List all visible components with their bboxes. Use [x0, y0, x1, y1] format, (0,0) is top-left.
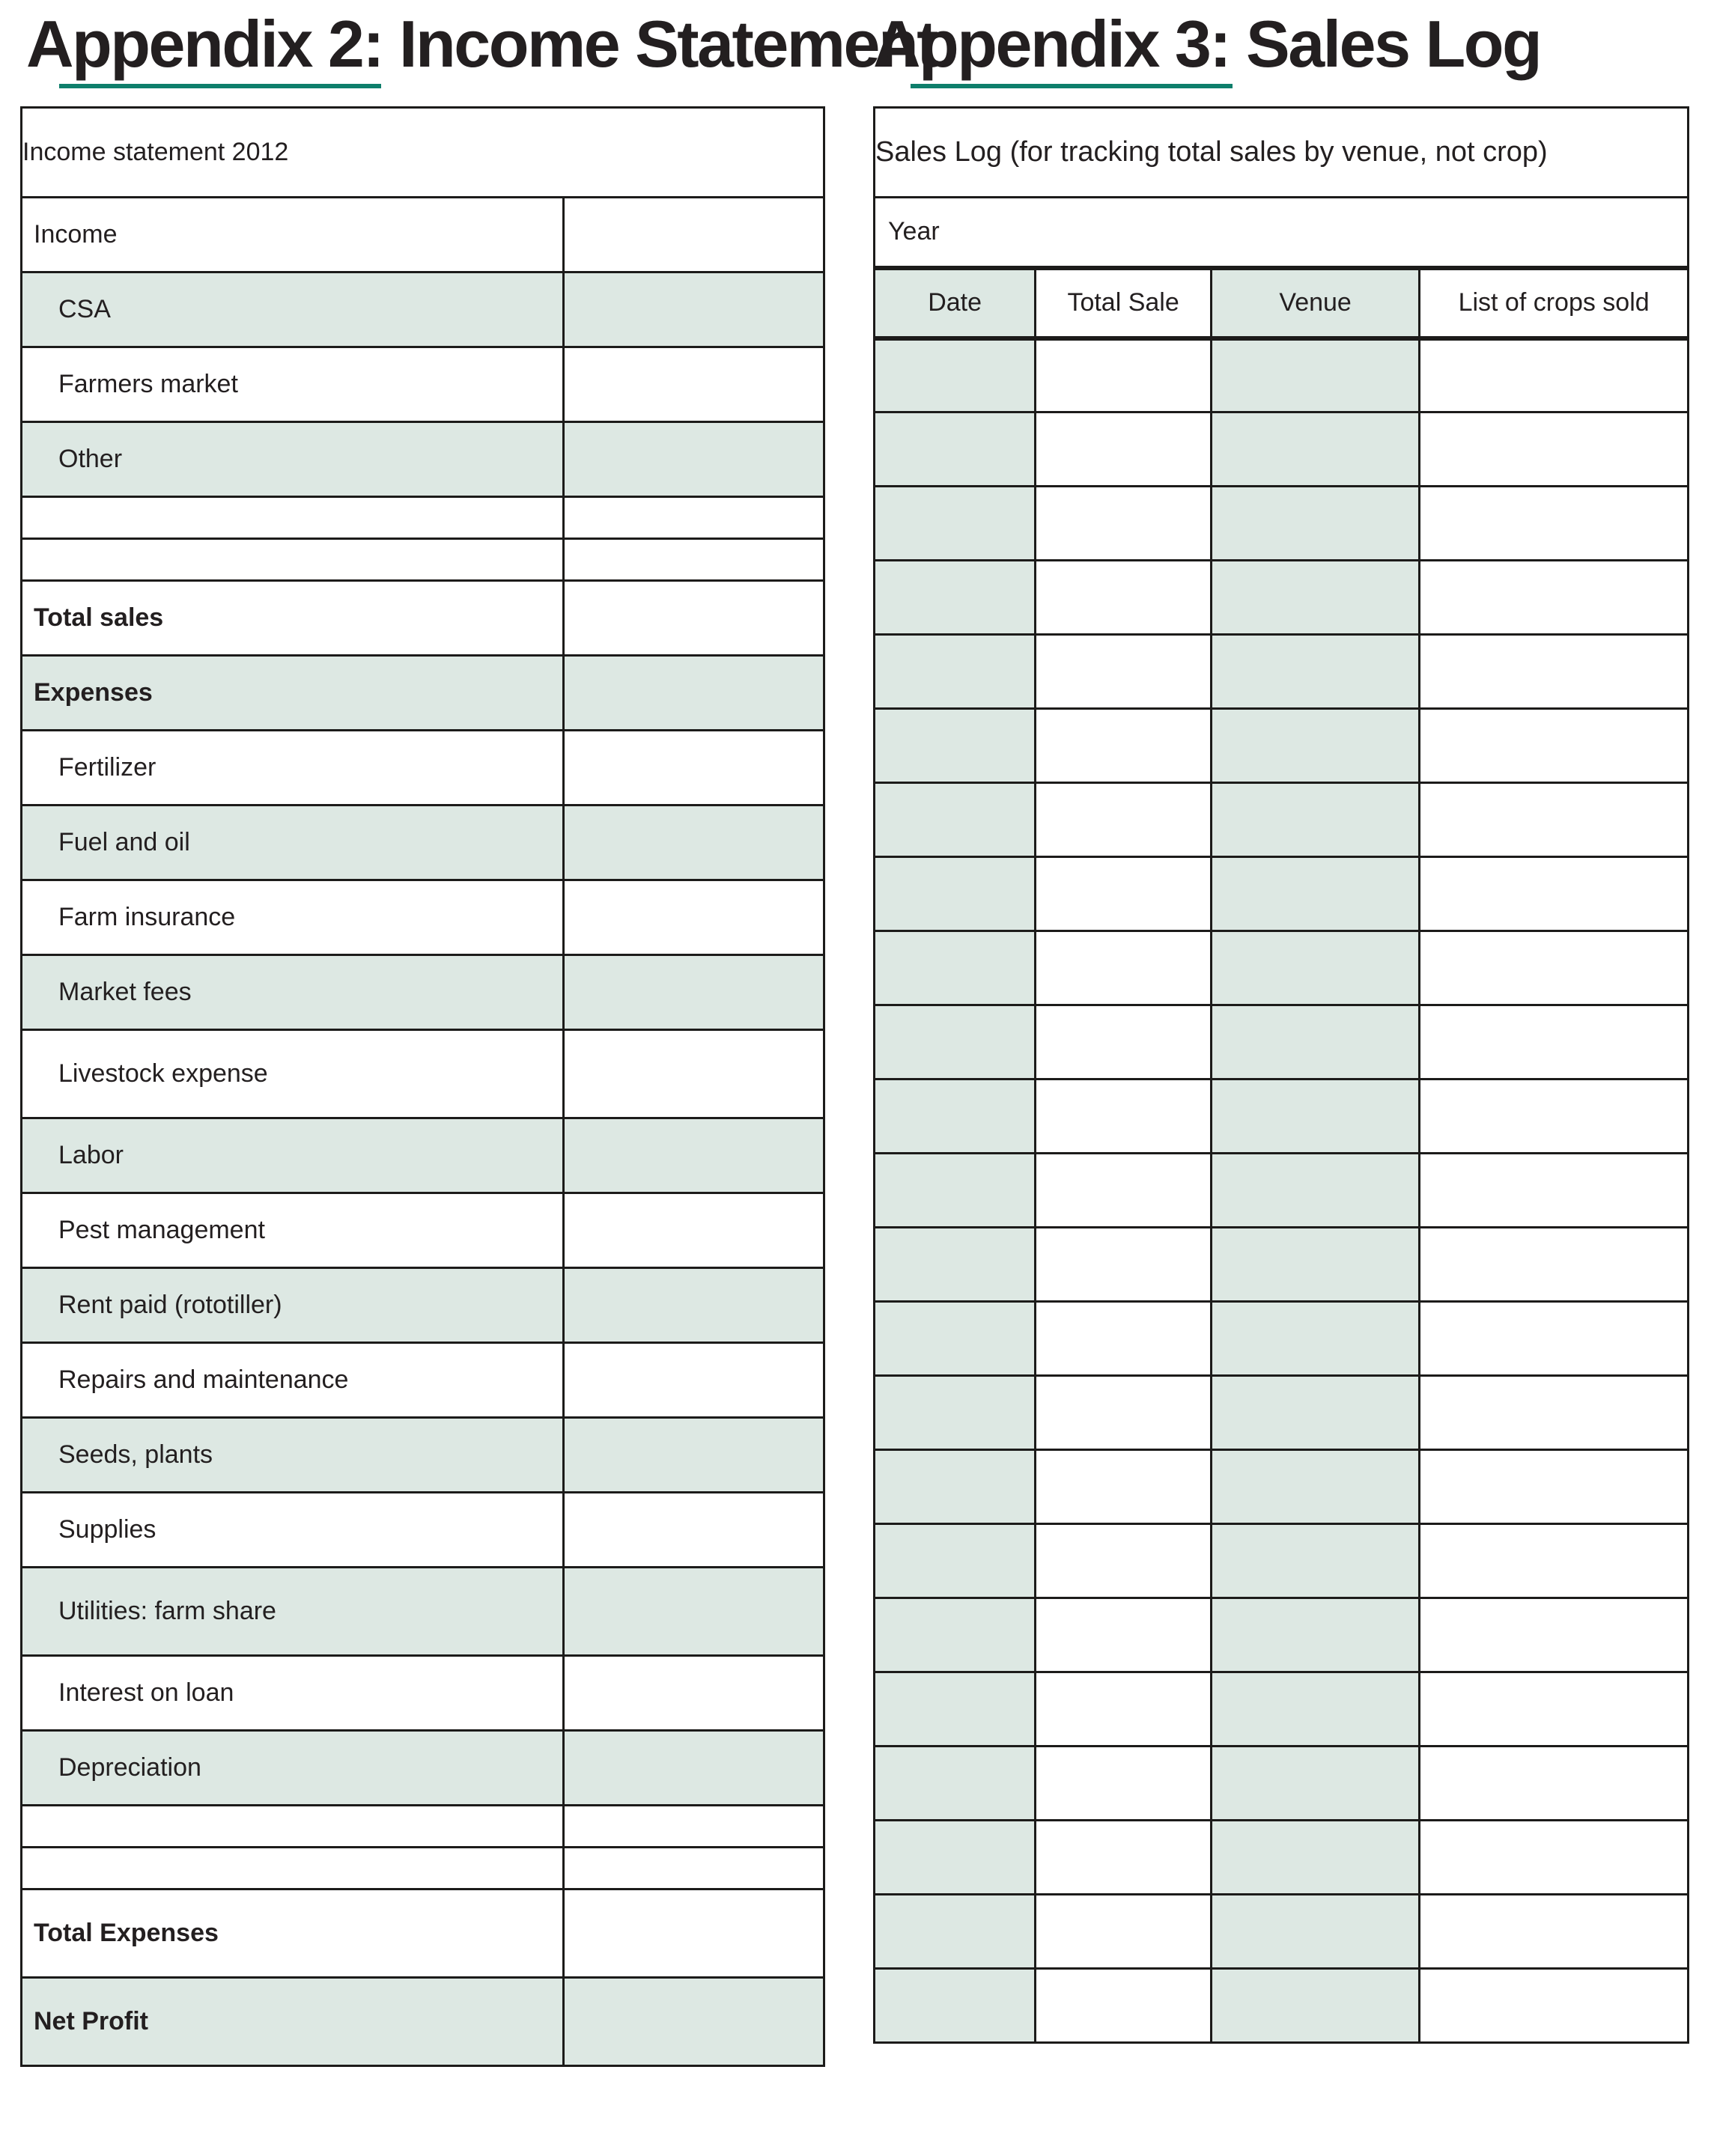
entry-cell	[1212, 857, 1420, 931]
income-row	[22, 955, 824, 1030]
entry-cell	[1212, 1450, 1420, 1524]
row-label: Total sales	[22, 581, 564, 656]
column-header-list-of-crops-sold: List of crops sold	[1420, 268, 1689, 338]
value-cell	[563, 1848, 824, 1889]
entry-cell	[875, 1005, 1036, 1079]
table-header-row	[22, 108, 824, 198]
entry-cell	[875, 1154, 1036, 1228]
income-row	[22, 272, 824, 347]
value-cell	[563, 880, 824, 955]
income-row	[22, 1656, 824, 1731]
row-label: Labor	[22, 1118, 564, 1193]
entry-cell	[1420, 931, 1689, 1005]
sales-log-row	[875, 1154, 1689, 1228]
income-row	[22, 1268, 824, 1343]
entry-cell	[875, 1228, 1036, 1302]
row-label: Net Profit	[22, 1978, 564, 2066]
empty-row	[22, 539, 824, 581]
income-row	[22, 1030, 824, 1118]
income-row	[22, 656, 824, 731]
entry-cell	[875, 635, 1036, 709]
entry-cell	[1420, 1524, 1689, 1598]
row-label: Utilities: farm share	[22, 1568, 564, 1656]
sales-log-row	[875, 338, 1689, 412]
column-header-total-sale: Total Sale	[1036, 268, 1212, 338]
entry-cell	[1420, 1005, 1689, 1079]
entry-cell	[1036, 1672, 1212, 1747]
income-row	[22, 198, 824, 272]
entry-cell	[1212, 1969, 1420, 2043]
appendix-3-title: Appendix 3: Sales Log	[873, 7, 1541, 81]
entry-cell	[1036, 1969, 1212, 2043]
value-cell	[563, 539, 824, 581]
value-cell	[563, 1568, 824, 1656]
entry-cell	[1212, 1598, 1420, 1672]
entry-cell	[875, 1747, 1036, 1821]
entry-cell	[1420, 1969, 1689, 2043]
value-cell	[563, 198, 824, 272]
empty-row	[22, 1806, 824, 1848]
row-label: Market fees	[22, 955, 564, 1030]
entry-cell	[1036, 1376, 1212, 1450]
entry-cell	[875, 1524, 1036, 1598]
year-label-cell: Year	[875, 198, 1689, 268]
value-cell	[563, 1030, 824, 1118]
entry-cell	[875, 561, 1036, 635]
income-row	[22, 347, 824, 422]
value-cell	[563, 1493, 824, 1568]
entry-cell	[875, 931, 1036, 1005]
sales-log-row	[875, 561, 1689, 635]
income-statement-table-title: Income statement 2012	[22, 108, 824, 198]
column-header-venue: Venue	[1212, 268, 1420, 338]
entry-cell	[1212, 487, 1420, 561]
income-row	[22, 1418, 824, 1493]
income-row	[22, 880, 824, 955]
income-row	[22, 1493, 824, 1568]
entry-cell	[1036, 1895, 1212, 1969]
entry-cell	[875, 1450, 1036, 1524]
sales-log-row	[875, 1969, 1689, 2043]
empty-row	[22, 1848, 824, 1889]
entry-cell	[875, 857, 1036, 931]
row-label: Pest management	[22, 1193, 564, 1268]
sales-log-row	[875, 412, 1689, 487]
value-cell	[563, 1343, 824, 1418]
value-cell	[563, 806, 824, 880]
entry-cell	[1420, 338, 1689, 412]
entry-cell	[1212, 561, 1420, 635]
sales-log-row	[875, 1895, 1689, 1969]
income-row	[22, 731, 824, 806]
entry-cell	[1420, 1895, 1689, 1969]
sales-log-table-title: Sales Log (for tracking total sales by venue, not crop)	[875, 108, 1689, 198]
value-cell	[563, 497, 824, 539]
value-cell	[563, 347, 824, 422]
income-row	[22, 1343, 824, 1418]
sales-log-row	[875, 857, 1689, 931]
value-cell	[563, 1806, 824, 1848]
entry-cell	[875, 1302, 1036, 1376]
sales-log-row	[875, 635, 1689, 709]
entry-cell	[875, 1376, 1036, 1450]
entry-cell	[1420, 1376, 1689, 1450]
entry-cell	[875, 1895, 1036, 1969]
entry-cell	[1036, 931, 1212, 1005]
sales-log-row	[875, 1376, 1689, 1450]
row-label: CSA	[22, 272, 564, 347]
row-label: Seeds, plants	[22, 1418, 564, 1493]
entry-cell	[1212, 1005, 1420, 1079]
empty-cell	[22, 497, 564, 539]
entry-cell	[1212, 1672, 1420, 1747]
entry-cell	[1420, 412, 1689, 487]
entry-cell	[1212, 412, 1420, 487]
entry-cell	[1036, 709, 1212, 783]
entry-cell	[1420, 783, 1689, 857]
column-header-date: Date	[875, 268, 1036, 338]
entry-cell	[1036, 1302, 1212, 1376]
entry-cell	[875, 1598, 1036, 1672]
income-row	[22, 1568, 824, 1656]
entry-cell	[1420, 561, 1689, 635]
income-row	[22, 422, 824, 497]
income-row	[22, 1193, 824, 1268]
income-row	[22, 1118, 824, 1193]
value-cell	[563, 1418, 824, 1493]
value-cell	[563, 1978, 824, 2066]
entry-cell	[1212, 1747, 1420, 1821]
row-label: Total Expenses	[22, 1889, 564, 1978]
value-cell	[563, 731, 824, 806]
entry-cell	[875, 412, 1036, 487]
table-header-row	[875, 108, 1689, 198]
income-row	[22, 1978, 824, 2066]
entry-cell	[1036, 783, 1212, 857]
sales-log-row	[875, 1524, 1689, 1598]
entry-cell	[1212, 783, 1420, 857]
entry-cell	[1420, 1079, 1689, 1154]
empty-cell	[22, 539, 564, 581]
entry-cell	[875, 1079, 1036, 1154]
entry-cell	[1212, 1228, 1420, 1302]
entry-cell	[1036, 1005, 1212, 1079]
entry-cell	[1036, 1747, 1212, 1821]
entry-cell	[1420, 1228, 1689, 1302]
sales-log-row	[875, 1450, 1689, 1524]
row-label: Interest on loan	[22, 1656, 564, 1731]
empty-cell	[22, 1806, 564, 1848]
entry-cell	[875, 783, 1036, 857]
row-label: Rent paid (rototiller)	[22, 1268, 564, 1343]
entry-cell	[1036, 338, 1212, 412]
entry-cell	[1036, 1450, 1212, 1524]
row-label: Other	[22, 422, 564, 497]
entry-cell	[1212, 1895, 1420, 1969]
sales-log-row	[875, 1672, 1689, 1747]
row-label: Fuel and oil	[22, 806, 564, 880]
row-label: Farm insurance	[22, 880, 564, 955]
entry-cell	[1036, 635, 1212, 709]
entry-cell	[1420, 1747, 1689, 1821]
entry-cell	[1036, 1228, 1212, 1302]
sales-log-row	[875, 487, 1689, 561]
row-label: Supplies	[22, 1493, 564, 1568]
value-cell	[563, 581, 824, 656]
year-row	[875, 198, 1689, 268]
value-cell	[563, 1656, 824, 1731]
sales-log-row	[875, 1005, 1689, 1079]
title-underline	[59, 84, 381, 88]
sales-log-row	[875, 931, 1689, 1005]
entry-cell	[1420, 487, 1689, 561]
value-cell	[563, 656, 824, 731]
income-row	[22, 806, 824, 880]
row-label: Expenses	[22, 656, 564, 731]
income-row	[22, 1889, 824, 1978]
sales-log-header-row	[875, 268, 1689, 338]
sales-log-row	[875, 1302, 1689, 1376]
empty-row	[22, 497, 824, 539]
entry-cell	[1420, 635, 1689, 709]
entry-cell	[875, 709, 1036, 783]
entry-cell	[1420, 1598, 1689, 1672]
entry-cell	[1212, 1524, 1420, 1598]
entry-cell	[875, 487, 1036, 561]
entry-cell	[1212, 709, 1420, 783]
entry-cell	[875, 1821, 1036, 1895]
sales-log-row	[875, 1747, 1689, 1821]
entry-cell	[1212, 338, 1420, 412]
entry-cell	[1420, 1302, 1689, 1376]
entry-cell	[875, 338, 1036, 412]
sales-log-row	[875, 783, 1689, 857]
entry-cell	[1036, 412, 1212, 487]
row-label: Repairs and maintenance	[22, 1343, 564, 1418]
entry-cell	[1212, 931, 1420, 1005]
income-row	[22, 581, 824, 656]
entry-cell	[1036, 1154, 1212, 1228]
entry-cell	[1420, 709, 1689, 783]
entry-cell	[1036, 1821, 1212, 1895]
value-cell	[563, 1731, 824, 1806]
entry-cell	[1036, 1524, 1212, 1598]
sales-log-row	[875, 1228, 1689, 1302]
income-statement-table	[20, 106, 825, 2067]
sales-log-row	[875, 1821, 1689, 1895]
entry-cell	[1420, 1154, 1689, 1228]
entry-cell	[1212, 635, 1420, 709]
value-cell	[563, 955, 824, 1030]
title-underline	[911, 84, 1233, 88]
empty-cell	[22, 1848, 564, 1889]
entry-cell	[1036, 487, 1212, 561]
income-statement-rows	[22, 198, 824, 2066]
entry-cell	[1420, 1450, 1689, 1524]
entry-cell	[875, 1672, 1036, 1747]
appendix-3-section	[873, 9, 1689, 2156]
row-label: Income	[22, 198, 564, 272]
value-cell	[563, 1268, 824, 1343]
entry-cell	[1036, 561, 1212, 635]
entry-cell	[1036, 857, 1212, 931]
appendix-2-title: Appendix 2: Income Statement	[26, 7, 937, 81]
entry-cell	[1420, 1672, 1689, 1747]
sales-log-row	[875, 1598, 1689, 1672]
value-cell	[563, 1193, 824, 1268]
row-label: Depreciation	[22, 1731, 564, 1806]
entry-cell	[1420, 857, 1689, 931]
entry-cell	[1212, 1154, 1420, 1228]
entry-cell	[1212, 1376, 1420, 1450]
entry-cell	[875, 1969, 1036, 2043]
entry-cell	[1036, 1598, 1212, 1672]
entry-cell	[1212, 1821, 1420, 1895]
value-cell	[563, 1118, 824, 1193]
entry-cell	[1212, 1079, 1420, 1154]
entry-cell	[1036, 1079, 1212, 1154]
value-cell	[563, 1889, 824, 1978]
income-row	[22, 1731, 824, 1806]
entry-cell	[1420, 1821, 1689, 1895]
value-cell	[563, 272, 824, 347]
row-label: Fertilizer	[22, 731, 564, 806]
row-label: Livestock expense	[22, 1030, 564, 1118]
sales-log-row	[875, 709, 1689, 783]
sales-log-table	[873, 106, 1689, 2044]
sales-log-row	[875, 1079, 1689, 1154]
value-cell	[563, 422, 824, 497]
row-label: Farmers market	[22, 347, 564, 422]
entry-cell	[1212, 1302, 1420, 1376]
sales-log-rows	[875, 338, 1689, 2043]
